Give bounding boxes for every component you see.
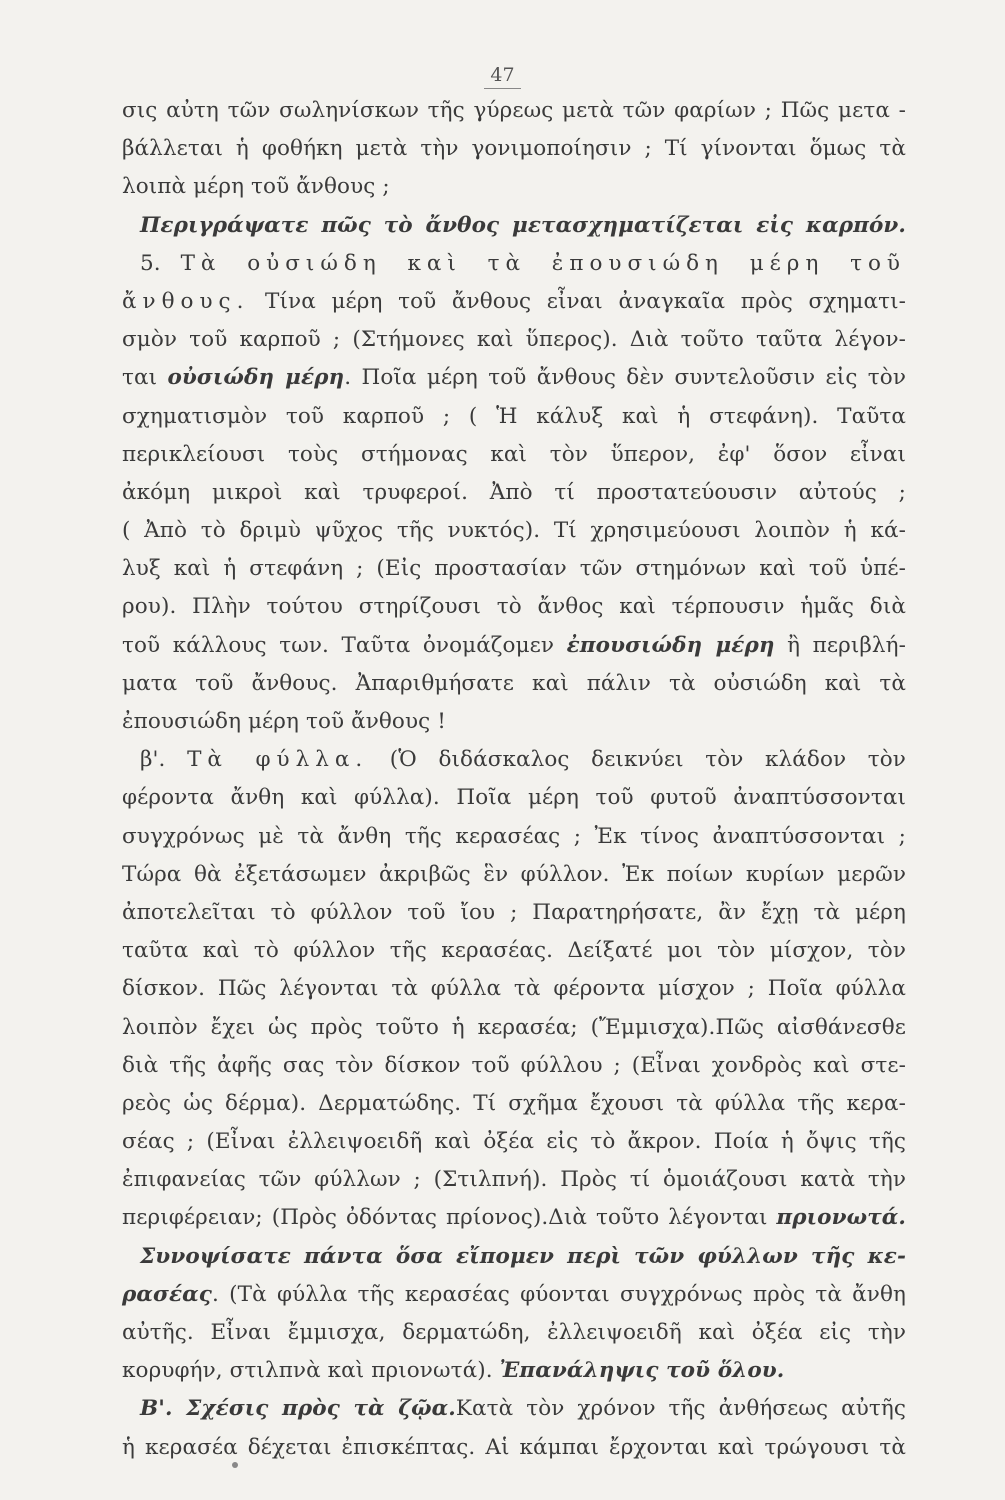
text-segment: ἡ κερασέα δέχεται ἐπισκέπτας. Αἱ κάμπαι ἔρχονται καὶ τρώγουσι τὰ — [122, 1434, 906, 1460]
text-segment: βάλλεται ἡ φοθήκη μετὰ τὴν γονιμοποίησιν ; Τί γίνονται ὅμως τὰ — [122, 136, 906, 162]
text-line — [122, 588, 906, 626]
text-line — [122, 398, 906, 436]
text-segment: φέροντα ἄνθη καὶ φύλλα). Ποῖα μέρη τοῦ φυτοῦ ἀναπτύσσονται — [122, 785, 906, 811]
text-segment: σχηματισμὸν τοῦ καρποῦ ; ( Ἡ κάλυξ καὶ ἡ στεφάνη). Ταῦτα — [122, 403, 906, 429]
text-line — [122, 741, 906, 779]
emphasis-text: ἐπουσιώδη μέρη — [566, 632, 775, 658]
text-segment: περιφέρειαν; (Πρὸς ὀδόντας πρίονος).Διὰ τοῦτο λέγονται — [122, 1205, 777, 1231]
text-segment: . (Τὰ φύλλα τῆς κερασέας φύονται συγχρόνως πρὸς τὰ ἄνθη — [212, 1281, 906, 1307]
text-segment: 5. — [140, 250, 181, 276]
text-segment: Τώρα θὰ ἐξετάσωμεν ἀκριβῶς ἓν φύλλον. Ἐκ ποίων κυρίων μερῶν — [122, 861, 906, 887]
text-segment: λοιπὸν ἔχει ὡς πρὸς τοῦτο ἡ κερασέα; (Ἔμμισχα).Πῶς αἰσθάνεσθε — [122, 1014, 906, 1040]
text-segment: συγχρόνως μὲ τὰ ἄνθη τῆς κερασέας ; Ἐκ τίνος ἀναπτύσσονται ; — [122, 823, 906, 849]
text-segment: σέας ; (Εἶναι ἐλλειψοειδῆ καὶ ὀξέα εἰς τὸ ἄκρον. Ποία ἡ ὄψις τῆς — [122, 1129, 906, 1155]
text-line — [122, 92, 906, 130]
text-segment: ἐπουσιώδη μέρη τοῦ ἄνθους ! — [122, 709, 446, 734]
text-segment: ἀκόμη μικροὶ καὶ τρυφεροί. Ἀπὸ τί προστατεύουσιν αὐτούς ; — [122, 479, 906, 505]
text-segment: τοῦ κάλλους των. Ταῦτα ὀνομάζομεν — [122, 632, 567, 658]
text-line — [122, 970, 906, 1008]
text-line — [122, 1276, 906, 1314]
text-line — [122, 512, 906, 550]
text-line — [122, 1009, 906, 1047]
text-segment: ἀποτελεῖται τὸ φύλλον τοῦ ἴου ; Παρατηρήσατε, ἂν ἔχῃ τὰ μέρη — [122, 899, 906, 925]
text-line — [122, 321, 906, 359]
text-line — [122, 1199, 906, 1237]
text-segment: ἢ περιβλή- — [774, 632, 906, 658]
text-segment: λοιπὰ μέρη τοῦ ἄνθους ; — [122, 174, 390, 200]
text-line — [122, 436, 906, 474]
text-segment: κορυφήν, στιλπνὰ καὶ πριονωτά). — [122, 1358, 500, 1384]
text-line — [122, 703, 906, 741]
text-line — [122, 1390, 906, 1428]
emphasis-text: Ἐπανάληψις τοῦ ὅλου. — [499, 1358, 785, 1384]
text-segment: ἐπιφανείας τῶν φύλλων ; (Στιλπνή). Πρὸς τί ὁμοιάζουσι κατὰ τὴν — [122, 1167, 906, 1193]
text-line — [122, 627, 906, 665]
emphasis-text: ρασέας — [122, 1281, 213, 1307]
text-line — [122, 665, 906, 703]
page-number: 47 — [0, 64, 1005, 86]
text-segment: (Ὁ διδάσκαλος δεικνύει τὸν κλάδον τὸν — [368, 747, 906, 773]
text-segment: ταῦτα καὶ τὸ φύλλον τῆς κερασέας. Δείξατέ μοι τὸν μίσχον, τὸν — [122, 938, 906, 964]
text-segment: λυξ καὶ ἡ στεφάνη ; (Εἰς προστασίαν τῶν στημόνων καὶ τοῦ ὑπέ- — [122, 556, 906, 582]
text-line — [122, 894, 906, 932]
emphasis-text: Β'. Σχέσις πρὸς τὰ ζῷα. — [140, 1396, 456, 1422]
text-segment: σμὸν τοῦ καρποῦ ; (Στήμονες καὶ ὕπερος). Διὰ τοῦτο ταῦτα λέγον- — [122, 327, 906, 353]
text-line — [122, 932, 906, 970]
text-segment: Κατὰ τὸν χρόνον τῆς ἀνθήσεως αὐτῆς — [455, 1396, 906, 1422]
emphasis-text: οὐσιώδη μέρη — [167, 365, 345, 391]
text-segment: . Ποῖα μέρη τοῦ ἄνθους δὲν συντελοῦσιν εἰς τὸν — [344, 365, 906, 391]
text-line — [122, 283, 906, 321]
text-line — [122, 550, 906, 588]
text-segment: β'. — [140, 747, 188, 773]
text-line — [122, 818, 906, 856]
emphasis-text: Συνοψίσατε πάντα ὅσα εἴπομεν περὶ τῶν φύλλων τῆς κε- — [140, 1243, 906, 1269]
emphasis-text: πριονωτά. — [776, 1205, 906, 1231]
text-line — [122, 1123, 906, 1161]
text-line — [122, 1085, 906, 1123]
body-text — [122, 92, 906, 1467]
text-line — [122, 207, 906, 245]
text-segment: ματα τοῦ ἄνθους. Ἀπαριθμήσατε καὶ πάλιν τὰ οὐσιώδη καὶ τὰ — [122, 670, 906, 696]
ink-speck — [232, 1462, 238, 1468]
text-line — [122, 130, 906, 168]
emphasis-text: Περιγράψατε πῶς τὸ ἄνθος μετασχηματίζεται εἰς καρπόν. — [140, 212, 906, 238]
text-line — [122, 1352, 906, 1390]
text-line — [122, 1161, 906, 1199]
text-line — [122, 1238, 906, 1276]
text-segment: διὰ τῆς ἀφῆς σας τὸν δίσκον τοῦ φύλλου ; (Εἶναι χονδρὸς καὶ στε- — [122, 1052, 906, 1078]
text-line — [122, 168, 906, 206]
text-segment: δίσκον. Πῶς λέγονται τὰ φύλλα τὰ φέροντα μίσχον ; Ποῖα φύλλα — [122, 976, 906, 1002]
text-segment: ( Ἀπὸ τὸ δριμὺ ψῦχος τῆς νυκτός). Τί χρησιμεύουσι λοιπὸν ἡ κά- — [122, 518, 906, 544]
text-segment: σις αὐτη τῶν σωληνίσκων τῆς γύρεως μετὰ τῶν φαρίων ; Πῶς μετα - — [122, 98, 906, 123]
text-line — [122, 1429, 906, 1467]
text-segment: Τὰ οὐσιώδη καὶ τὰ ἐπουσιώδη μέρη τοῦ — [180, 250, 907, 276]
text-segment: αὐτῆς. Εἶναι ἔμμισχα, δερματώδη, ἐλλειψοειδῆ καὶ ὀξέα εἰς τὴν — [122, 1320, 906, 1345]
text-segment: ἄνθους. — [122, 288, 250, 314]
text-segment: περικλείουσι τοὺς στήμονας καὶ τὸν ὕπερον, ἐφ' ὅσον εἶναι — [122, 441, 906, 467]
text-line — [122, 245, 906, 283]
text-segment: ται — [122, 365, 168, 391]
text-segment: Τίνα μέρη τοῦ ἄνθους εἶναι ἀναγκαῖα πρὸς σχηματι- — [249, 288, 906, 314]
text-line — [122, 359, 906, 397]
text-line — [122, 474, 906, 512]
text-line — [122, 1314, 906, 1352]
text-line — [122, 779, 906, 817]
text-line — [122, 856, 906, 894]
text-line — [122, 1047, 906, 1085]
text-segment: Τὰ φύλλα. — [187, 747, 369, 773]
text-segment: ρου). Πλὴν τούτου στηρίζουσι τὸ ἄνθος καὶ τέρπουσιν ἡμᾶς διὰ — [122, 594, 906, 620]
text-segment: ρεὸς ὡς δέρμα). Δερματώδης. Τί σχῆμα ἔχουσι τὰ φύλλα τῆς κερα- — [122, 1090, 906, 1116]
